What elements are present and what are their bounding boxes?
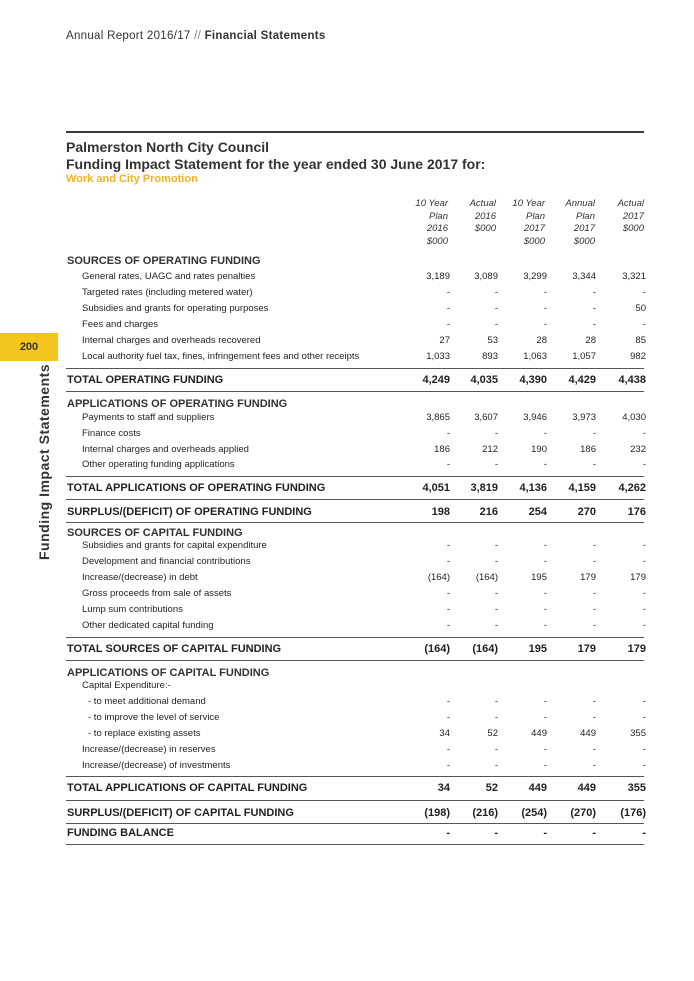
- cell-value: (254): [521, 807, 547, 819]
- column-header: Actual 2017 $000: [617, 198, 644, 234]
- row-label: Lump sum contributions: [82, 604, 183, 615]
- cell-value: -: [592, 303, 596, 314]
- cell-value: -: [592, 620, 596, 631]
- cell-value: 982: [630, 351, 646, 362]
- cell-value: -: [592, 827, 596, 839]
- cell-value: -: [642, 428, 646, 439]
- cell-value: 3,321: [622, 271, 646, 282]
- total-row: [66, 823, 644, 843]
- row-label: Internal charges and overheads recovered: [82, 335, 261, 346]
- row-label: Increase/(decrease) in debt: [82, 572, 198, 583]
- cell-value: -: [642, 588, 646, 599]
- cell-value: -: [543, 827, 547, 839]
- cell-value: -: [494, 604, 498, 615]
- row-label: Other operating funding applications: [82, 459, 235, 470]
- cell-value: 4,035: [470, 374, 498, 386]
- cell-value: -: [543, 287, 547, 298]
- header-separator: //: [194, 30, 202, 42]
- cell-value: -: [543, 604, 547, 615]
- table-row: [66, 554, 644, 570]
- cell-value: -: [494, 696, 498, 707]
- cell-value: 179: [627, 643, 646, 655]
- row-label: - to replace existing assets: [88, 728, 201, 739]
- report-name: Annual Report 2016/17: [66, 30, 191, 42]
- table-row: [66, 570, 644, 586]
- table-row: [66, 586, 644, 602]
- row-rule: [66, 476, 644, 477]
- cell-value: -: [592, 588, 596, 599]
- council-name: Palmerston North City Council: [66, 139, 270, 155]
- cell-value: -: [446, 827, 450, 839]
- cell-value: 52: [487, 728, 498, 739]
- row-label: Local authority fuel tax, fines, infringement fees and other receipts: [82, 351, 360, 362]
- row-label: SURPLUS/(DEFICIT) OF OPERATING FUNDING: [67, 506, 312, 518]
- cell-value: 449: [531, 728, 547, 739]
- row-label: TOTAL SOURCES OF CAPITAL FUNDING: [67, 643, 282, 655]
- cell-value: -: [446, 319, 450, 330]
- cell-value: 195: [528, 643, 547, 655]
- total-row: [66, 370, 644, 390]
- row-label: Gross proceeds from sale of assets: [82, 588, 232, 599]
- row-rule: [66, 776, 644, 777]
- column-header: Actual 2016 $000: [469, 198, 496, 234]
- cell-value: 212: [482, 444, 498, 455]
- cell-value: 50: [635, 303, 646, 314]
- cell-value: -: [494, 827, 498, 839]
- cell-value: 232: [630, 444, 646, 455]
- cell-value: 34: [439, 728, 450, 739]
- cell-value: -: [446, 428, 450, 439]
- cell-value: -: [494, 556, 498, 567]
- row-label: Increase/(decrease) of investments: [82, 760, 231, 771]
- cell-value: -: [446, 540, 450, 551]
- cell-value: -: [642, 696, 646, 707]
- cell-value: -: [446, 588, 450, 599]
- row-rule: [66, 800, 644, 801]
- cell-value: 3,299: [523, 271, 547, 282]
- row-rule: [66, 637, 644, 638]
- page-number: 200: [0, 333, 58, 361]
- cell-value: 27: [439, 335, 450, 346]
- cell-value: -: [642, 319, 646, 330]
- row-label: Increase/(decrease) in reserves: [82, 744, 216, 755]
- row-label: APPLICATIONS OF OPERATING FUNDING: [67, 398, 288, 410]
- cell-value: -: [494, 459, 498, 470]
- cell-value: -: [642, 620, 646, 631]
- cell-value: 4,390: [519, 374, 547, 386]
- cell-value: 28: [536, 335, 547, 346]
- cell-value: 3,189: [426, 271, 450, 282]
- cell-value: -: [642, 744, 646, 755]
- cell-value: -: [494, 712, 498, 723]
- side-label: Funding Impact Statements: [36, 363, 52, 560]
- cell-value: -: [446, 604, 450, 615]
- cell-value: -: [446, 744, 450, 755]
- cell-value: -: [642, 760, 646, 771]
- cell-value: (164): [427, 572, 450, 583]
- table-row: [66, 301, 644, 317]
- table-row: [66, 726, 644, 742]
- cell-value: -: [642, 556, 646, 567]
- cell-value: (198): [424, 807, 450, 819]
- cell-value: 3,607: [474, 412, 498, 423]
- cell-value: -: [642, 604, 646, 615]
- cell-value: -: [494, 303, 498, 314]
- cell-value: -: [642, 827, 646, 839]
- table-row: [66, 410, 644, 426]
- row-label: Payments to staff and suppliers: [82, 412, 215, 423]
- cell-value: 1,033: [426, 351, 450, 362]
- cell-value: -: [543, 303, 547, 314]
- table-row: [66, 618, 644, 634]
- total-row: [66, 803, 644, 823]
- table-row: [66, 758, 644, 774]
- cell-value: -: [592, 712, 596, 723]
- title-rule: [66, 131, 644, 133]
- cell-value: 186: [580, 444, 596, 455]
- cell-value: 52: [485, 782, 498, 794]
- cell-value: -: [592, 319, 596, 330]
- cell-value: -: [592, 744, 596, 755]
- cell-value: 3,946: [523, 412, 547, 423]
- cell-value: 4,136: [519, 482, 547, 494]
- cell-value: -: [543, 459, 547, 470]
- cell-value: 1,063: [523, 351, 547, 362]
- row-label: TOTAL APPLICATIONS OF OPERATING FUNDING: [67, 482, 326, 494]
- cell-value: 4,159: [568, 482, 596, 494]
- section-name: Financial Statements: [204, 30, 326, 42]
- cell-value: 190: [531, 444, 547, 455]
- row-rule: [66, 844, 644, 845]
- cell-value: -: [592, 604, 596, 615]
- cell-value: 4,262: [618, 482, 646, 494]
- cell-value: -: [446, 287, 450, 298]
- table-row: [66, 457, 644, 473]
- cell-value: -: [592, 428, 596, 439]
- cell-value: 179: [580, 572, 596, 583]
- row-label: TOTAL APPLICATIONS OF CAPITAL FUNDING: [67, 782, 308, 794]
- table-row: [66, 426, 644, 442]
- cell-value: -: [592, 760, 596, 771]
- cell-value: -: [543, 760, 547, 771]
- column-header: 10 Year Plan 2016 $000: [415, 198, 448, 247]
- row-rule: [66, 522, 644, 523]
- table-row: [66, 742, 644, 758]
- cell-value: 355: [630, 728, 646, 739]
- cell-value: -: [446, 760, 450, 771]
- activity-name: Work and City Promotion: [66, 173, 198, 185]
- total-row: [66, 502, 644, 522]
- cell-value: (216): [472, 807, 498, 819]
- cell-value: -: [592, 556, 596, 567]
- cell-value: 1,057: [572, 351, 596, 362]
- cell-value: 449: [577, 782, 596, 794]
- row-rule: [66, 368, 644, 369]
- row-label: SOURCES OF CAPITAL FUNDING: [67, 527, 243, 539]
- cell-value: 4,429: [568, 374, 596, 386]
- cell-value: -: [543, 428, 547, 439]
- total-row: [66, 478, 644, 498]
- row-label: Subsidies and grants for operating purposes: [82, 303, 269, 314]
- table-row: [66, 349, 644, 365]
- table-row: [66, 285, 644, 301]
- cell-value: -: [494, 319, 498, 330]
- row-label: Subsidies and grants for capital expenditure: [82, 540, 267, 551]
- cell-value: 3,344: [572, 271, 596, 282]
- cell-value: 3,973: [572, 412, 596, 423]
- cell-value: -: [446, 620, 450, 631]
- cell-value: -: [592, 459, 596, 470]
- cell-value: 893: [482, 351, 498, 362]
- row-label: Targeted rates (including metered water): [82, 287, 253, 298]
- column-header: Annual Plan 2017 $000: [565, 198, 595, 247]
- cell-value: -: [642, 459, 646, 470]
- row-label: SOURCES OF OPERATING FUNDING: [67, 255, 261, 267]
- total-row: [66, 778, 644, 798]
- table-row: [66, 269, 644, 285]
- cell-value: (164): [472, 643, 498, 655]
- cell-value: -: [446, 556, 450, 567]
- cell-value: 179: [577, 643, 596, 655]
- cell-value: 195: [531, 572, 547, 583]
- cell-value: -: [592, 287, 596, 298]
- cell-value: -: [446, 459, 450, 470]
- row-label: Fees and charges: [82, 319, 159, 330]
- cell-value: 34: [437, 782, 450, 794]
- row-label: Internal charges and overheads applied: [82, 444, 249, 455]
- cell-value: 216: [479, 506, 498, 518]
- cell-value: 355: [627, 782, 646, 794]
- cell-value: 28: [585, 335, 596, 346]
- cell-value: 186: [434, 444, 450, 455]
- row-rule: [66, 391, 644, 392]
- table-row: [66, 602, 644, 618]
- cell-value: (176): [620, 807, 646, 819]
- cell-value: -: [543, 712, 547, 723]
- cell-value: -: [543, 540, 547, 551]
- cell-value: -: [446, 303, 450, 314]
- cell-value: 176: [627, 506, 646, 518]
- cell-value: 3,819: [470, 482, 498, 494]
- cell-value: -: [446, 712, 450, 723]
- cell-value: -: [494, 287, 498, 298]
- row-label: - to meet additional demand: [88, 696, 206, 707]
- cell-value: -: [642, 712, 646, 723]
- cell-value: 449: [580, 728, 596, 739]
- cell-value: 3,089: [474, 271, 498, 282]
- cell-value: -: [494, 620, 498, 631]
- table-row: [66, 678, 644, 694]
- row-rule: [66, 499, 644, 500]
- row-label: - to improve the level of service: [88, 712, 220, 723]
- row-label: Other dedicated capital funding: [82, 620, 214, 631]
- column-header: 10 Year Plan 2017 $000: [512, 198, 545, 247]
- cell-value: -: [642, 540, 646, 551]
- table-row: [66, 694, 644, 710]
- cell-value: 85: [635, 335, 646, 346]
- cell-value: -: [543, 319, 547, 330]
- table-row: [66, 538, 644, 554]
- cell-value: -: [543, 620, 547, 631]
- cell-value: -: [543, 588, 547, 599]
- cell-value: -: [592, 696, 596, 707]
- cell-value: (164): [475, 572, 498, 583]
- table-row: [66, 317, 644, 333]
- cell-value: (164): [424, 643, 450, 655]
- cell-value: -: [446, 696, 450, 707]
- cell-value: 270: [577, 506, 596, 518]
- row-label: FUNDING BALANCE: [67, 827, 174, 839]
- table-row: [66, 710, 644, 726]
- statement-title: Funding Impact Statement for the year ended 30 June 2017 for:: [66, 156, 486, 172]
- table-row: [66, 333, 644, 349]
- cell-value: 4,249: [422, 374, 450, 386]
- cell-value: -: [642, 287, 646, 298]
- row-label: Capital Expenditure:-: [82, 680, 171, 691]
- cell-value: (270): [570, 807, 596, 819]
- cell-value: -: [592, 540, 596, 551]
- row-rule: [66, 660, 644, 661]
- cell-value: -: [543, 744, 547, 755]
- cell-value: -: [543, 696, 547, 707]
- cell-value: 4,030: [622, 412, 646, 423]
- cell-value: 179: [630, 572, 646, 583]
- cell-value: -: [494, 540, 498, 551]
- running-header: [66, 30, 326, 42]
- cell-value: -: [543, 556, 547, 567]
- cell-value: 449: [528, 782, 547, 794]
- cell-value: 4,438: [618, 374, 646, 386]
- cell-value: 254: [528, 506, 547, 518]
- cell-value: 53: [487, 335, 498, 346]
- row-label: General rates, UAGC and rates penalties: [82, 271, 256, 282]
- cell-value: -: [494, 428, 498, 439]
- cell-value: -: [494, 760, 498, 771]
- section-heading: [66, 253, 644, 269]
- row-label: SURPLUS/(DEFICIT) OF CAPITAL FUNDING: [67, 807, 294, 819]
- cell-value: 4,051: [422, 482, 450, 494]
- row-label: Finance costs: [82, 428, 141, 439]
- row-label: APPLICATIONS OF CAPITAL FUNDING: [67, 667, 270, 679]
- cell-value: 198: [431, 506, 450, 518]
- row-label: Development and financial contributions: [82, 556, 251, 567]
- cell-value: -: [494, 588, 498, 599]
- cell-value: 3,865: [426, 412, 450, 423]
- table-row: [66, 442, 644, 458]
- cell-value: -: [494, 744, 498, 755]
- total-row: [66, 639, 644, 659]
- row-label: TOTAL OPERATING FUNDING: [67, 374, 224, 386]
